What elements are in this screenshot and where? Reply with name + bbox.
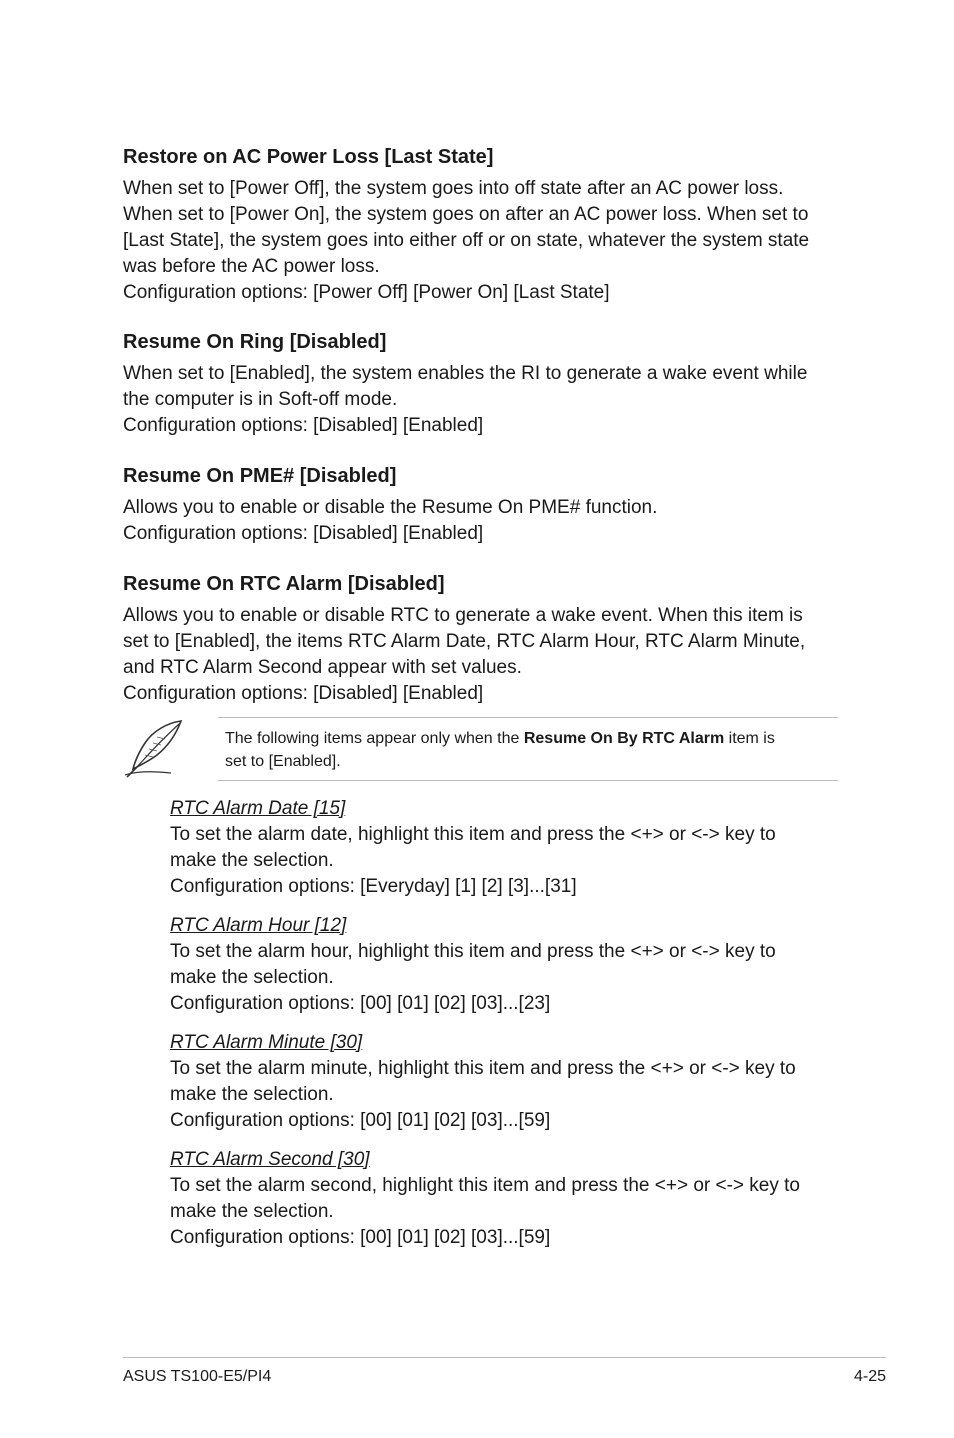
section-resume-on-pme [123,463,843,547]
config-options-line: Configuration options: [Disabled] [Enabled] [123,415,484,436]
subitem-title: RTC Alarm Date [15] [170,798,346,819]
section-line: When set to [Power Off], the system goes into off state after an AC power loss. [123,178,784,199]
subitem-line: To set the alarm date, highlight this item and press the <+> or <-> key to [170,824,776,845]
note-text-part: The following items appear only when the [225,730,524,747]
section-line: When set to [Enabled], the system enables the RI to generate a wake event while [123,363,808,384]
subitem-title: RTC Alarm Second [30] [170,1149,370,1170]
subitem-rtc-alarm-hour [170,913,850,1017]
config-options-line: Configuration options: [Disabled] [Enabled] [123,683,484,704]
subitem-line: make the selection. [170,850,334,871]
config-options-line: Configuration options: [Disabled] [Enabled] [123,523,484,544]
note-text-bold: Resume On By RTC Alarm [523,730,725,747]
note-box [218,717,838,781]
note-text-part: item is [724,730,775,747]
feather-pen-icon [123,717,187,779]
section-heading: Restore on AC Power Loss [Last State] [123,146,494,168]
config-options-line: Configuration options: [00] [01] [02] [03]...[23] [170,993,551,1014]
subitem-line: To set the alarm minute, highlight this item and press the <+> or <-> key to [170,1058,796,1079]
note-text [225,727,825,773]
section-resume-on-ring [123,329,843,439]
section-line: was before the AC power loss. [123,256,380,277]
section-restore-on-ac-power-loss [123,144,843,306]
section-line: Allows you to enable or disable RTC to generate a wake event. When this item is [123,605,803,626]
subitem-line: To set the alarm second, highlight this item and press the <+> or <-> key to [170,1175,800,1196]
section-line: Allows you to enable or disable the Resume On PME# function. [123,497,658,518]
subitem-title: RTC Alarm Hour [12] [170,915,347,936]
subitem-rtc-alarm-minute [170,1030,850,1134]
section-heading: Resume On RTC Alarm [Disabled] [123,573,445,595]
subitem-line: make the selection. [170,1084,334,1105]
config-options-line: Configuration options: [Everyday] [1] [2] [3]...[31] [170,876,577,897]
subitem-line: make the selection. [170,1201,334,1222]
subitem-title: RTC Alarm Minute [30] [170,1032,363,1053]
config-options-line: Configuration options: [00] [01] [02] [03]...[59] [170,1227,551,1248]
subitem-line: To set the alarm hour, highlight this item and press the <+> or <-> key to [170,941,776,962]
subitem-rtc-alarm-second [170,1147,850,1251]
section-line: [Last State], the system goes into either off or on state, whatever the system state [123,230,810,251]
section-heading: Resume On Ring [Disabled] [123,331,387,353]
config-options-line: Configuration options: [Power Off] [Power On] [Last State] [123,282,610,303]
config-options-line: Configuration options: [00] [01] [02] [03]...[59] [170,1110,551,1131]
note-text-part: set to [Enabled]. [225,753,341,770]
footer-product-name: ASUS TS100-E5/PI4 [123,1368,272,1385]
note-callout [123,715,839,781]
subitem-rtc-alarm-date [170,796,850,900]
section-line: and RTC Alarm Second appear with set values. [123,657,522,678]
section-line: set to [Enabled], the items RTC Alarm Date, RTC Alarm Hour, RTC Alarm Minute, [123,631,806,652]
section-line: When set to [Power On], the system goes on after an AC power loss. When set to [123,204,809,225]
section-line: the computer is in Soft-off mode. [123,389,398,410]
footer-page-number: 4-25 [853,1368,886,1385]
section-heading: Resume On PME# [Disabled] [123,465,397,487]
section-resume-on-rtc-alarm [123,571,843,707]
footer-divider [123,1357,886,1358]
subitem-line: make the selection. [170,967,334,988]
